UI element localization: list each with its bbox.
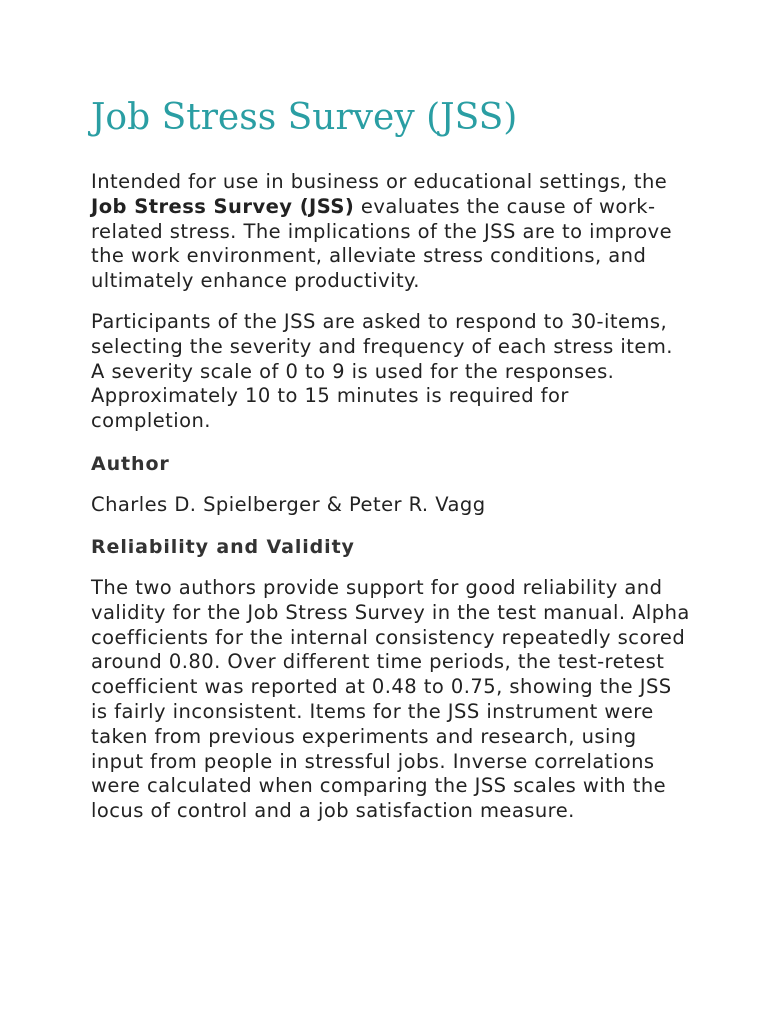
intro-text-before: Intended for use in business or educational settings, the <box>91 170 668 193</box>
participants-paragraph: Participants of the JSS are asked to respond to 30-items, selecting the severity and frequency of each stress item. A severity scale of 0 to 9 is used for the responses. Approximately 10 to 15 minutes is required for completion. <box>91 309 673 433</box>
reliability-paragraph: The two authors provide support for good reliability and validity for the Job Stress Survey in the test manual. Alpha coefficients for the internal consistency repeatedly scored around 0.80. Over different time periods, the test-retest coefficient was reported at 0.48 to 0.75, showing the JSS is fairly inconsistent. Items for the JSS instrument were taken from previous experiments and research, using input from people in stressful jobs. Inverse correlations were calculated when comparing the JSS scales with the locus of control and a job satisfaction measure. <box>91 575 690 823</box>
author-names: Charles D. Spielberger & Peter R. Vagg <box>91 492 486 516</box>
reliability-heading: Reliability and Validity <box>91 535 355 558</box>
document-title: Job Stress Survey (JSS) <box>91 97 518 138</box>
author-heading: Author <box>91 452 170 475</box>
intro-bold-term: Job Stress Survey (JSS) <box>91 194 355 218</box>
intro-paragraph <box>91 170 691 294</box>
intro-text-after: evaluates the cause of work-related stress. The implications of the JSS are to improve the work environment, alleviate stress conditions, and ultimately enhance productivity. <box>91 194 673 293</box>
